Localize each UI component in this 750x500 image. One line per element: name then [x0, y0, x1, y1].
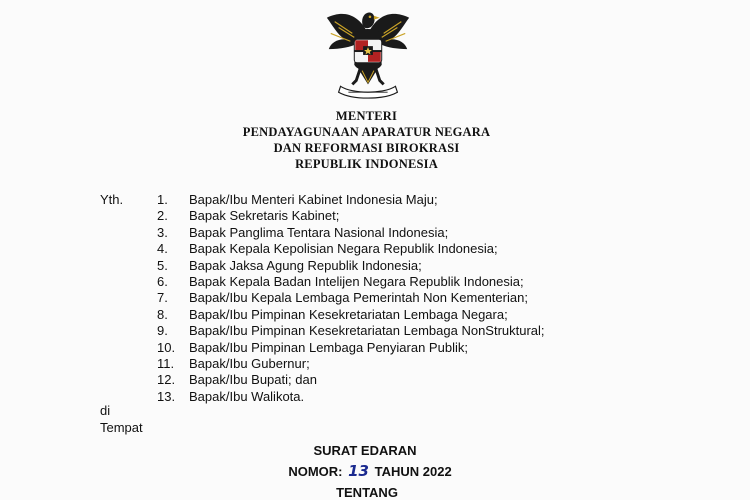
- list-number: 6.: [157, 273, 168, 289]
- list-text: Bapak/Ibu Gubernur;: [189, 355, 310, 371]
- address-tempat: Tempat: [100, 420, 143, 435]
- list-number: 2.: [157, 208, 168, 224]
- list-text: Bapak/Ibu Pimpinan Kesekretariatan Lembaga Negara;: [189, 306, 508, 322]
- list-item: [157, 340, 545, 356]
- list-text: Bapak/Ibu Pimpinan Lembaga Penyiaran Publik;: [189, 339, 468, 355]
- handwritten-number: 13: [348, 462, 369, 480]
- salutation-yth: Yth.: [100, 192, 124, 207]
- list-item: [157, 290, 545, 306]
- recipient-list: [157, 192, 545, 405]
- list-text: Bapak/Ibu Menteri Kabinet Indonesia Maju;: [189, 192, 438, 207]
- tahun-label: TAHUN 2022: [374, 464, 452, 479]
- list-number: 10.: [157, 339, 176, 355]
- list-item: [157, 192, 545, 208]
- document-type-heading: SURAT EDARAN: [313, 443, 417, 458]
- list-text: Bapak Panglima Tentara Nasional Indonesia;: [189, 224, 449, 240]
- list-item: [157, 208, 545, 224]
- list-item: [157, 307, 545, 323]
- list-text: Bapak Kepala Badan Intelijen Negara Republik Indonesia;: [189, 273, 524, 289]
- list-text: Bapak Sekretaris Kabinet;: [189, 208, 340, 224]
- list-text: Bapak Jaksa Agung Republik Indonesia;: [189, 257, 422, 273]
- letterhead-line-1: MENTERI: [335, 109, 398, 123]
- letterhead-line-3: DAN REFORMASI BIROKRASI: [273, 141, 460, 155]
- list-item: [157, 356, 545, 372]
- list-number: 4.: [157, 241, 168, 257]
- document-number-line: [0, 462, 745, 480]
- list-text: Bapak/Ibu Pimpinan Kesekretariatan Lembaga NonStruktural;: [189, 323, 545, 339]
- list-item: [157, 274, 545, 290]
- list-text: Bapak/Ibu Walikota.: [189, 388, 305, 404]
- list-text: Bapak Kepala Kepolisian Negara Republik Indonesia;: [189, 241, 498, 257]
- list-item: [157, 258, 545, 274]
- list-item: [157, 323, 545, 339]
- list-number: 7.: [157, 290, 168, 306]
- list-item: [157, 241, 545, 257]
- nomor-label: NOMOR:: [288, 464, 343, 479]
- letterhead-line-4: REPUBLIK INDONESIA: [295, 157, 438, 171]
- list-number: 11.: [157, 355, 175, 371]
- list-text: Bapak/Ibu Kepala Lembaga Pemerintah Non Kementerian;: [189, 290, 528, 306]
- list-item: [157, 225, 545, 241]
- letterhead-line-2: PENDAYAGUNAAN APARATUR NEGARA: [242, 125, 491, 139]
- list-number: 1.: [157, 192, 168, 207]
- list-number: 3.: [157, 224, 168, 240]
- address-di: di: [100, 403, 111, 418]
- list-number: 9.: [157, 323, 168, 339]
- letterhead: [0, 108, 733, 172]
- list-text: Bapak/Ibu Bupati; dan: [189, 372, 317, 388]
- list-number: 8.: [157, 306, 168, 322]
- list-item: [157, 372, 545, 388]
- list-number: 5.: [157, 257, 168, 273]
- list-item: [157, 389, 545, 405]
- subject-heading: TENTANG: [336, 485, 398, 500]
- list-number: 13.: [157, 388, 176, 404]
- garuda-emblem-icon: [319, 4, 417, 102]
- list-number: 12.: [157, 372, 176, 388]
